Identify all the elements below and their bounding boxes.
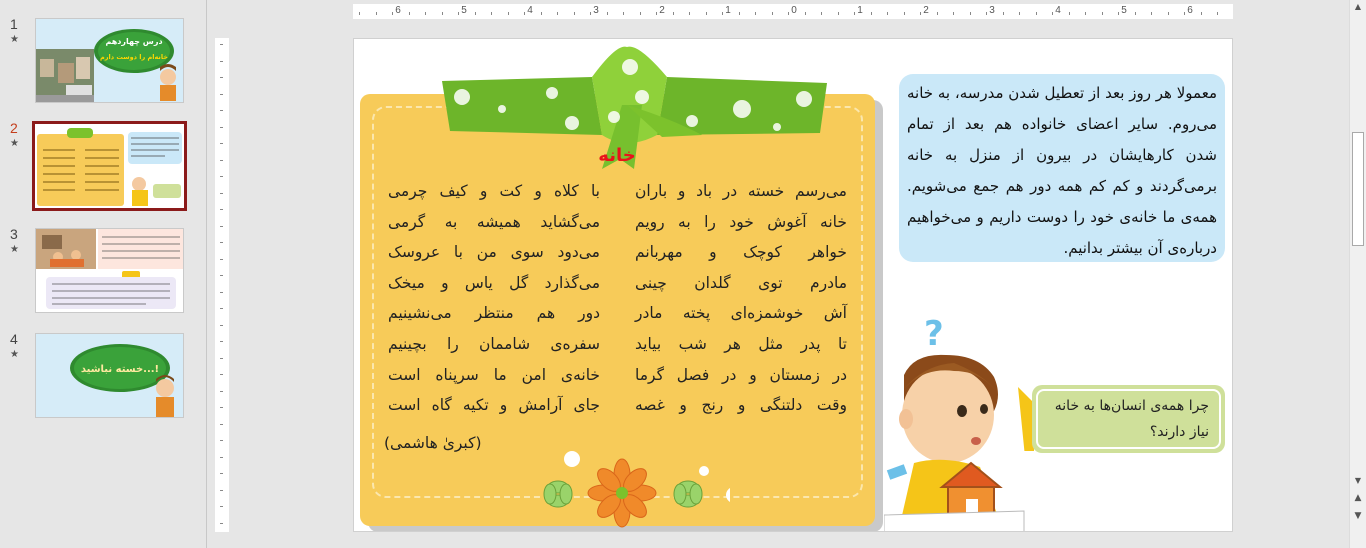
thumbnail-number: 1 (10, 16, 18, 32)
ruler-tick (220, 77, 223, 78)
ruler-tick (772, 12, 773, 15)
ruler-tick (220, 160, 223, 161)
ruler-label: 4 (1055, 5, 1061, 16)
ruler-tick (220, 440, 223, 441)
ruler-label: 3 (593, 5, 599, 16)
poem-line: می‌گذارد گل یاس و میخک (388, 273, 600, 292)
poem-line: می‌رسم خسته در باد و باران (635, 182, 847, 200)
poem-right-column (635, 176, 847, 421)
ruler-tick (1201, 12, 1202, 15)
ruler-tick (706, 12, 707, 15)
animation-star-icon: ★ (10, 349, 19, 360)
slide-2-preview (35, 124, 184, 208)
slide-thumbnail-pane (0, 0, 207, 548)
poem-line: دور هم منتظر می‌نشینیم (388, 304, 600, 323)
ruler-tick (1036, 12, 1037, 15)
question-mark-icon: ? (924, 315, 944, 354)
ruler-tick (1052, 12, 1053, 15)
ruler-tick (220, 193, 223, 194)
thumbnail-number: 4 (10, 331, 18, 347)
ruler-tick (986, 12, 987, 15)
ruler-tick (640, 12, 641, 15)
ruler-tick (220, 275, 223, 276)
ruler-tick (458, 12, 459, 15)
ruler-tick (541, 12, 542, 15)
thumbnail-number: 3 (10, 226, 18, 242)
ruler-tick (220, 374, 223, 375)
animation-star-icon: ★ (10, 34, 19, 45)
slide-thumbnail-2[interactable] (32, 121, 187, 211)
ruler-tick (574, 12, 575, 15)
ruler-tick (392, 12, 393, 15)
ruler-tick (970, 12, 971, 15)
slide-4-preview (36, 334, 184, 418)
ruler-tick (409, 12, 410, 15)
slide-thumbnail-3[interactable] (35, 228, 184, 313)
slide-thumbnail-4[interactable] (35, 333, 184, 418)
scroll-up-icon[interactable]: ▲ (1354, 2, 1362, 11)
slide-canvas[interactable] (353, 38, 1233, 532)
question-box (1032, 385, 1225, 453)
ruler-tick (1069, 12, 1070, 15)
ruler-label: 5 (1121, 5, 1127, 16)
ruler-tick (1184, 12, 1185, 15)
poem-line: در زمستان و در فصل گرما (635, 365, 847, 384)
ruler-tick (508, 12, 509, 15)
ruler-tick (220, 44, 223, 45)
poem-line: آش خوشمزه‌ای پخته مادر (635, 304, 847, 323)
ruler-tick (220, 292, 223, 293)
ruler-tick (220, 127, 223, 128)
ruler-tick (220, 341, 223, 342)
ruler-tick (220, 259, 223, 260)
ruler-tick (854, 12, 855, 15)
thumbnail-title-text: درس چهاردهم (105, 37, 163, 46)
ruler-tick (220, 226, 223, 227)
ruler-tick (220, 473, 223, 474)
poem-line: سفره‌ی شاممان را بچینیم (388, 334, 600, 353)
ruler-tick (220, 490, 223, 491)
ruler-tick (590, 12, 591, 15)
poem-author: (کبریٰ هاشمی) (384, 434, 482, 452)
poem-line: تا پدر مثل هر شب بیاید (635, 334, 847, 353)
poem-left-column (388, 176, 600, 421)
ruler-tick (821, 12, 822, 15)
ruler-tick (722, 12, 723, 15)
ruler-tick (1151, 12, 1152, 15)
ruler-label: 6 (1187, 5, 1193, 16)
ruler-tick (220, 457, 223, 458)
ruler-tick (220, 94, 223, 95)
ruler-tick (838, 12, 839, 15)
vertical-ruler[interactable] (215, 38, 229, 532)
ruler-tick (220, 506, 223, 507)
ruler-tick (220, 209, 223, 210)
ruler-tick (220, 424, 223, 425)
ruler-tick (557, 12, 558, 15)
ruler-label: 0 (791, 5, 797, 16)
thumbnail-subtitle-text: خانه‌ام را دوست دارم (100, 53, 168, 61)
poem-line: می‌دود سوی من با عروسک (388, 243, 600, 262)
ruler-tick (607, 12, 608, 15)
ruler-label: 3 (989, 5, 995, 16)
ruler-tick (953, 12, 954, 15)
ruler-tick (220, 391, 223, 392)
next-slide-icon[interactable]: ▼ (1354, 511, 1362, 521)
slide-1-preview (36, 19, 184, 103)
slide-thumbnail-1[interactable] (35, 18, 184, 103)
ruler-label: 5 (461, 5, 467, 16)
ruler-tick (376, 12, 377, 15)
ruler-label: 6 (395, 5, 401, 16)
ruler-tick (755, 12, 756, 15)
ruler-tick (442, 12, 443, 15)
ruler-tick (739, 12, 740, 15)
ruler-tick (788, 12, 789, 15)
animation-star-icon: ★ (10, 244, 19, 255)
poem-line: می‌گشاید همیشه به گرمی (388, 212, 600, 231)
ruler-label: 2 (923, 5, 929, 16)
poem-line: جای آرامش و تکیه گاه است (388, 396, 600, 415)
ruler-tick (1085, 12, 1086, 15)
ruler-tick (220, 523, 223, 524)
ruler-tick (524, 12, 525, 15)
ruler-label: 4 (527, 5, 533, 16)
ruler-tick (1003, 12, 1004, 15)
question-text: چرا همه‌ی انسان‌ها به خانه نیاز دارند؟ (1036, 389, 1221, 449)
ruler-tick (220, 110, 223, 111)
ruler-tick (220, 176, 223, 177)
ruler-tick (937, 12, 938, 15)
thumbnail-caption-text: خسته نباشید...! (80, 364, 160, 375)
ruler-tick (1102, 12, 1103, 15)
flower-decoration-icon (530, 447, 730, 532)
ruler-tick (220, 143, 223, 144)
ruler-tick (220, 358, 223, 359)
ruler-tick (1135, 12, 1136, 15)
poem-line: مادرم توی گلدان چینی (635, 273, 847, 292)
ruler-tick (656, 12, 657, 15)
thinking-boy-illustration (884, 315, 1034, 532)
poem-line: خانه‌ی امن ما سرپناه است (388, 365, 600, 384)
ruler-tick (689, 12, 690, 15)
ruler-tick (623, 12, 624, 15)
ruler-tick (220, 242, 223, 243)
ruler-tick (475, 12, 476, 15)
ruler-tick (1168, 12, 1169, 15)
animation-star-icon: ★ (10, 138, 19, 149)
ruler-tick (920, 12, 921, 15)
ruler-tick (673, 12, 674, 15)
poem-line: با کلاه و کت و کیف چرمی (388, 182, 600, 200)
ruler-tick (1217, 12, 1218, 15)
ruler-tick (1019, 12, 1020, 15)
ruler-tick (220, 407, 223, 408)
ruler-tick (1118, 12, 1119, 15)
ruler-tick (220, 61, 223, 62)
ruler-label: 1 (725, 5, 731, 16)
ruler-tick (871, 12, 872, 15)
poem-line: خانه آغوش خود را به رویم (635, 212, 847, 231)
intro-text-box: معمولا هر روز بعد از تعطیل شدن مدرسه، به خانه می‌روم. سایر اعضای خانواده هم بعد از تمام شدن کارهایشان در بیرون از منزل به خانه برمی‌گردند و کم کم همه دور هم جمع می‌شویم. همه‌ی ما خانه‌ی خود را دوست داریم و می‌خواهیم درباره‌ی آن بیشتر بدانیم. (899, 74, 1225, 262)
ruler-tick (425, 12, 426, 15)
ruler-label: 1 (857, 5, 863, 16)
slide-3-preview (36, 229, 184, 313)
ruler-tick (491, 12, 492, 15)
poem-line: خواهر کوچک و مهربانم (635, 243, 847, 262)
previous-slide-icon[interactable]: ▲ (1354, 493, 1362, 503)
thumbnail-number: 2 (10, 120, 18, 136)
ruler-tick (220, 325, 223, 326)
poem-line: وقت دلتنگی و رنج و غصه (635, 396, 847, 415)
ruler-label: 2 (659, 5, 665, 16)
ruler-tick (220, 308, 223, 309)
scroll-down-icon[interactable]: ▼ (1354, 476, 1362, 485)
poem-title: خانه (598, 145, 636, 166)
vertical-scrollbar[interactable] (1349, 0, 1366, 548)
ruler-tick (359, 12, 360, 15)
scrollbar-thumb[interactable] (1352, 132, 1364, 246)
horizontal-ruler[interactable] (353, 4, 1233, 19)
ruler-tick (904, 12, 905, 15)
ruler-tick (887, 12, 888, 15)
ruler-tick (805, 12, 806, 15)
